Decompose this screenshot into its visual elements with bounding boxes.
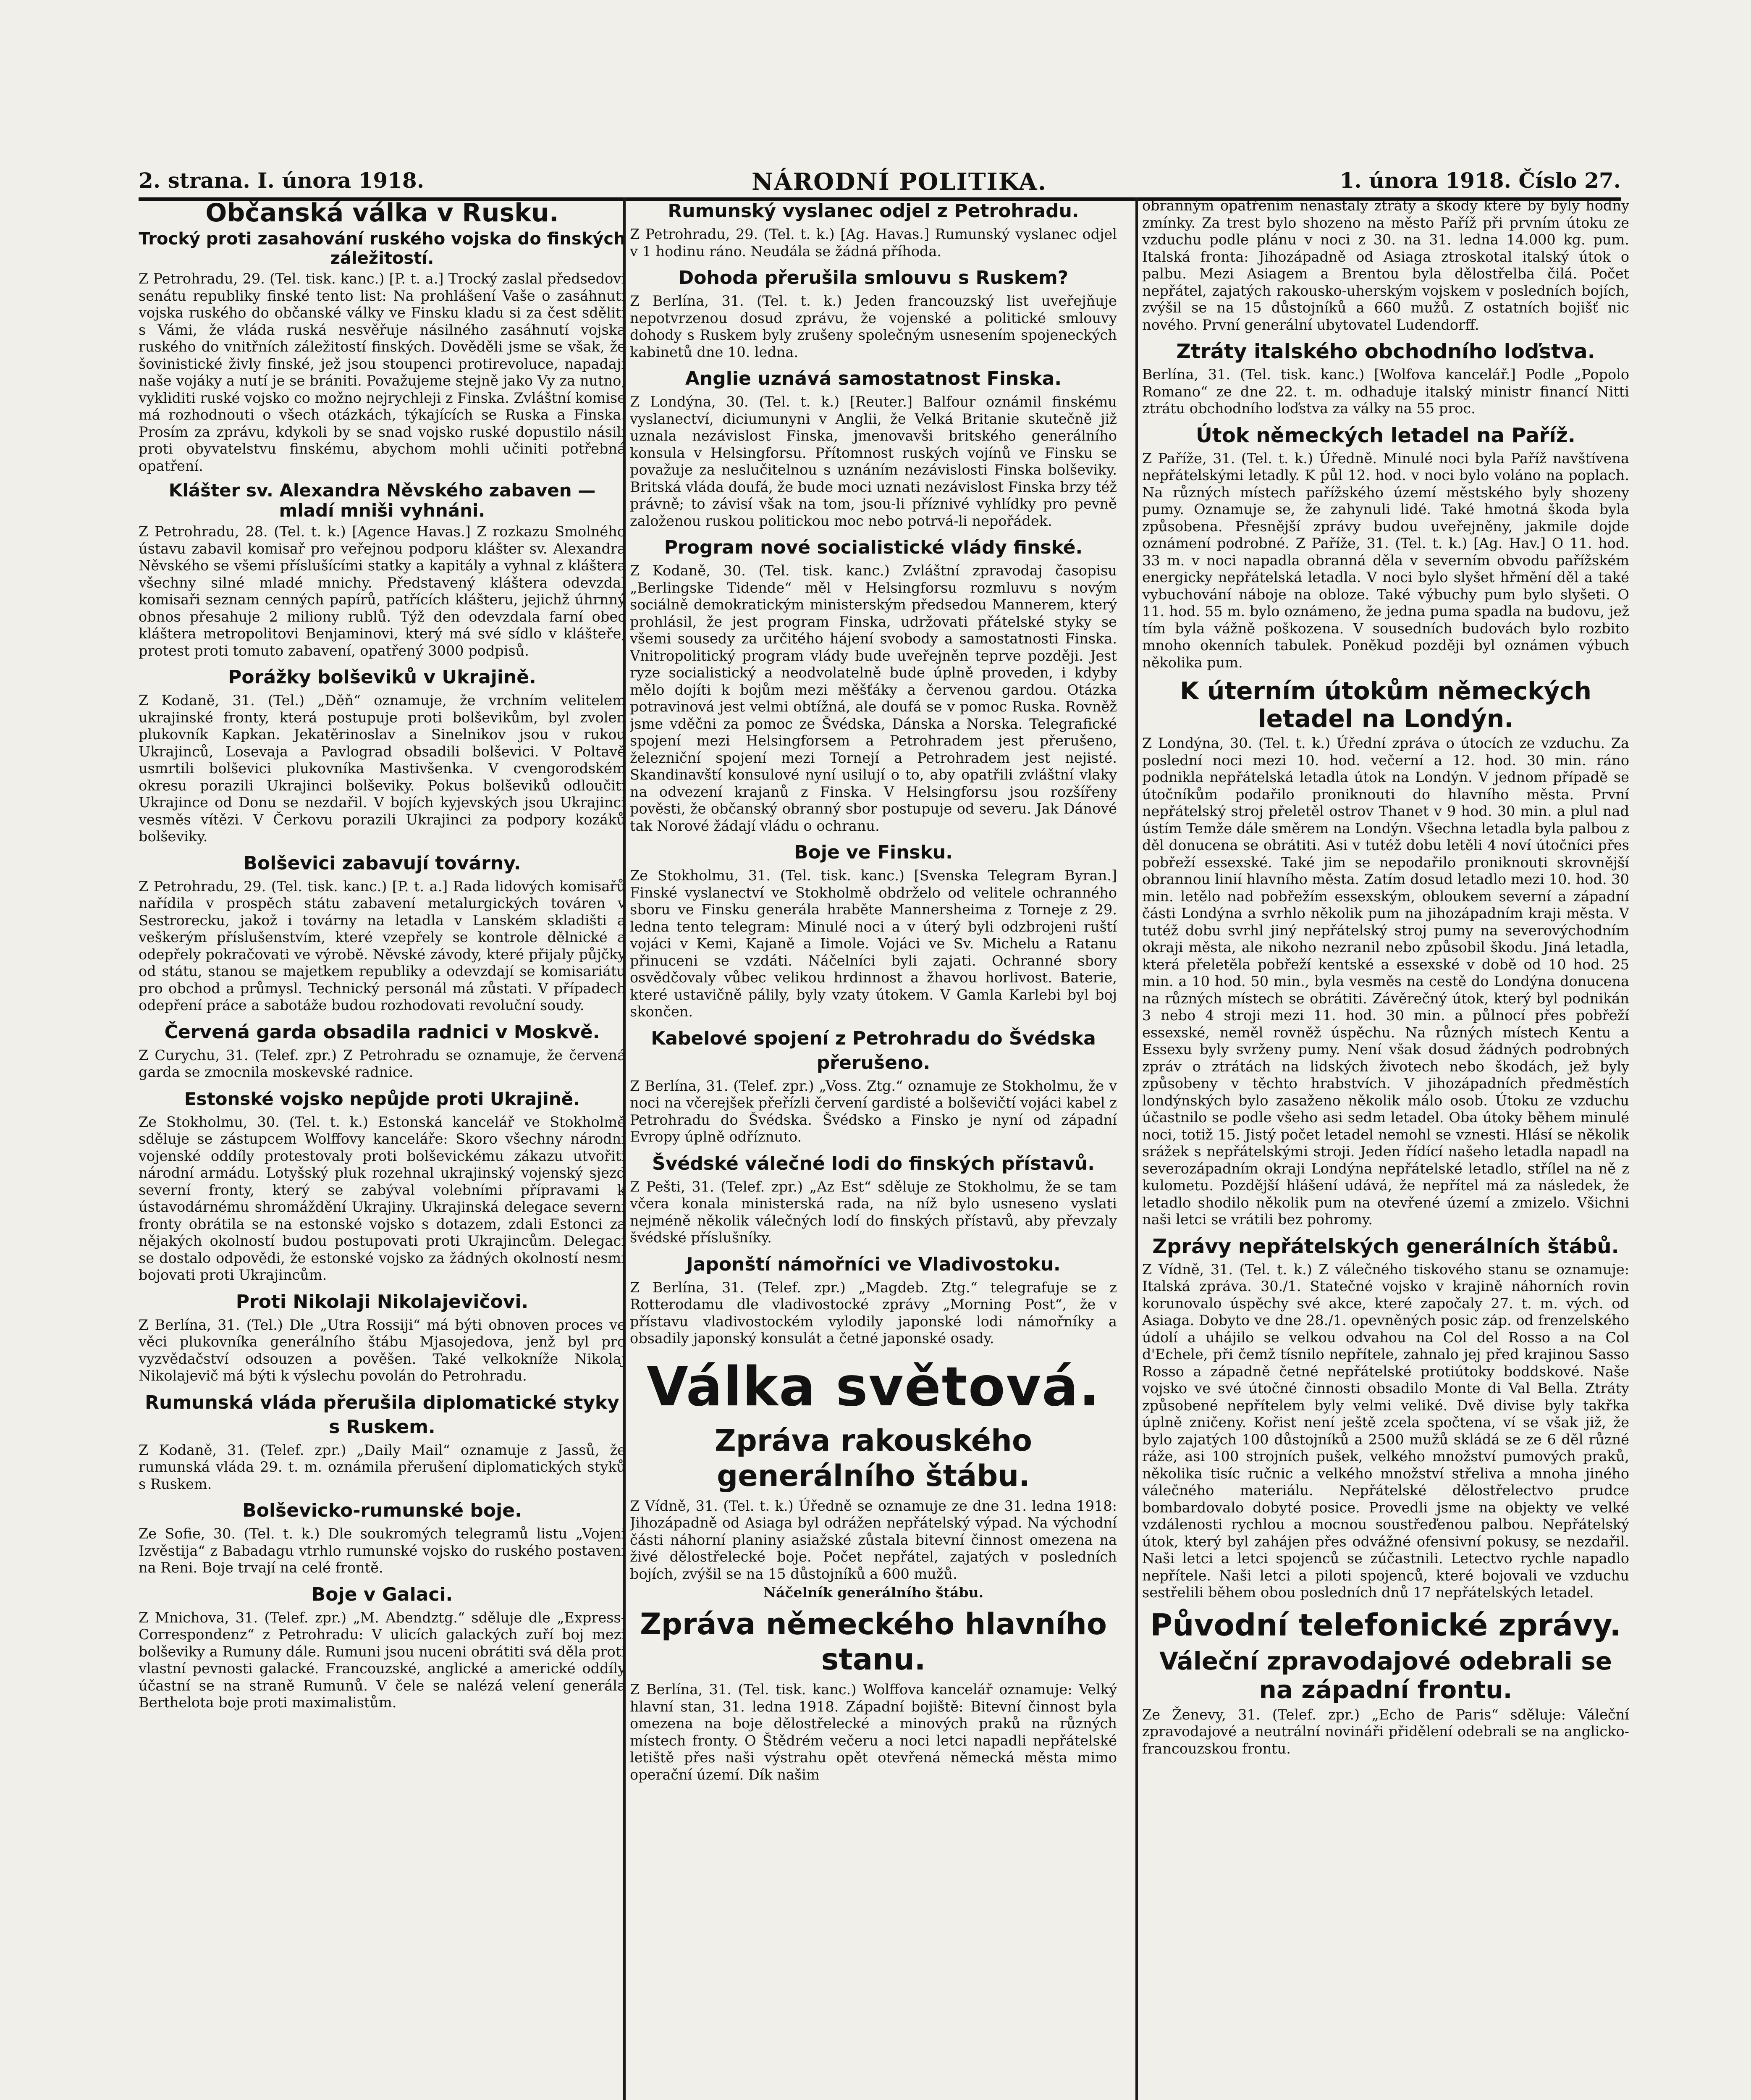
article [1142,423,1629,672]
section-title: Válka světová. [646,1355,1101,1418]
column-2 [630,197,1117,2100]
article-body: Z Curychu, 31. (Telef. zpr.) Z Petrohradu se oznamuje, že červená garda se zmocnila moskevské radnice. [139,1047,626,1080]
section-title: Původní telefonické zprávy. [1150,1607,1621,1643]
article-body: obranným opatřením nenastaly ztráty a škody které by byly hodny zmínky. Za trest bylo shozeno na město Paříž při prvním útoku ze vzduchu podle plánu v noci z 30. na 31. ledna 14.000 kg. pum. Italská fronta: Jihozápadně od Asiaga ztroskotal italský útok o palbu. Mezi Asiagem a Brentou byla dělostřelba čilá. Počet nepřátel, zajatých rakousko-uherským vojskem v posledních bojích, zvýšil se na 15 důstojníků a 660 mužů. Z ostatních bojišť nic nového. První generální ubytovatel Ludendorff. [1142,197,1629,333]
article-headline: Útok německých letadel na Paříž. [1195,423,1576,447]
masthead-date-right: 1. února 1918. Číslo 27. [1339,168,1621,193]
article [139,851,626,1014]
article-body: Z Berlína, 31. (Tel.) Dle „Utra Rossiji“ má býti obnoven proces ve věci plukovníka generálního štábu Mjasojedova, jenž byl pro vyzvědačství odsouzen a pověšen. Také velkokníže Nikolaj Nikolajevič má býti k výslechu povolán do Petrohradu. [139,1316,626,1384]
article-headline: Váleční zpravodajové odebrali se na západní frontu. [1159,1646,1612,1704]
article-headline: Estonské vojsko nepůjde proti Ukrajině. [184,1088,580,1109]
article-headline: Červená garda obsadila radnici v Moskvě. [164,1021,600,1043]
article-headline: Rumunská vláda přerušila diplomatické styky s Ruskem. [145,1391,619,1438]
article [1142,1607,1629,1758]
article [139,665,626,845]
article-subhead: Trocký proti zasahování ruského vojska do finských záležitostí. [139,229,626,268]
article [630,1356,1117,1601]
article [139,199,626,475]
article-headline: Dohoda přerušila smlouvu s Ruskem? [678,267,1069,289]
article [139,1020,626,1081]
article [630,1252,1117,1347]
masthead-date-left: 2. strana. I. února 1918. [139,168,425,193]
article-body: Z Petrohradu, 29. (Tel. tisk. kanc.) [P. t. a.] Trocký zaslal předsedovi senátu republiky finské tento list: Na prohlášení Vaše o zasáhnutí vojska ruského do občanské války ve Finsku kladu si za čest sděliti s Vámi, že vláda ruská nesvěřuje násilného zasáhnutí vojska ruského do vnitřních záležitostí finských. Dověděli jsme se však, že šovinistické živly finské, jež jsou stoupenci protirevoluce, napadají naše vojáky a nutí je se brániti. Považujeme stejně jako Vy za nutno, vykliditi ruské vojsko co možno nejrychleji z Finska. Zvláštní komise má rozhodnouti o všech otázkách, týkajících se Ruska a Finska. Prosím za zprávu, kdykoli by se snad vojsko ruské dopustilo násilí proti obyvatelstvu finskému, abychom mohli učiniti potřebná opatření. [139,270,626,474]
article-headline: Porážky bolševiků v Ukrajině. [228,667,536,688]
article-body: Z Berlína, 31. (Telef. zpr.) „Voss. Ztg.“ oznamuje ze Stokholmu, že v noci na včerejšek přeřízli červení gardisté a bolševičtí vojáci kabel z Petrohradu do Švédska. Švédsko a Finsko je nyní od západní Evropy úplně odříznuto. [630,1077,1117,1145]
article-body: Ze Stokholmu, 30. (Tel. t. k.) Estonská kancelář ve Stokholmě sděluje se zástupcem Wolffovy kanceláře: Skoro všechny národní vojenské oddíly protestovaly proti bolševickému zákazu utvořiti národní armádu. Lotyšský pluk rozehnal ukrajinský vojenský sjezd severní fronty, který se zabýval volebními přípravami k ústavodárnému shromáždění Ukrajiny. Ukrajinská delegace severní fronty obrátila se na estonské vojsko s dotazem, zdali Estonci za nějakých okolností budou postupovati proti Ukrajincům. Delegaci se dostalo odpovědi, že estonské vojsko za žádných okolností nesmí bojovati proti Ukrajincům. [139,1113,626,1283]
masthead [139,168,1621,201]
article-headline: Zpráva rakouského generálního štábu. [715,1423,1032,1493]
article [1142,677,1629,1228]
article [139,1391,626,1493]
article-headline: Bolševicko-rumunské boje. [242,1500,522,1521]
article [139,1290,626,1385]
article-headline: Japonští námořníci ve Vladivostoku. [686,1253,1061,1275]
article [139,1583,626,1712]
article-headline: Občanská válka v Rusku. [205,198,559,228]
article-headline: Bolševici zabavují továrny. [243,852,521,874]
article-headline: Boje ve Finsku. [794,842,953,863]
article-headline: Kabelové spojení z Petrohradu do Švédska přerušeno. [651,1027,1096,1074]
article [630,1026,1117,1146]
article-body: Z Pešti, 31. (Telef. zpr.) „Az Est“ sděluje ze Stokholmu, že se tam včera konala ministerská rada, na níž bylo usneseno vyslati nejméně několik válečných lodí do finských přístavů, aby převzaly švédské příslušníky. [630,1178,1117,1246]
article-body: Z Vídně, 31. (Tel. t. k.) Z válečného tiskového stanu se oznamuje: Italská zpráva. 30./1. Statečné vojsko v krajině náhorních rovin korunovalo úspěchy své akce, které započaly 27. t. m. vých. od Asiaga. Dobyto ve dne 28./1. opevněných posic záp. od frenzelského údolí a uhájilo se velkou odvahou na Col del Rosso a na Col d'Echele, při čemž tísnilo nepřítele, zahnalo jej před krajinou Sasso Rosso a západně četné nepřátelské protiútoky boddskové. Naše vojsko ve své útočné činnosti obsadilo Monte di Val Bella. Ztráty způsobené nepřítelem byly velmi veliké. Dvě divise byly takřka úplně zničeny. Kořist není ještě zcela spočtena, ví se však již, že bylo zajatých 100 důstojníků a 2500 mužů skládá se ze 6 děl různé ráže, asi 100 strojních pušek, velkého množství pumových praků, několika tisíc ručnic a velkého množství střeliva a mnoha jiného válečného materiálu. Nepřátelské dělostřelectvo prudce bombardovalo dobyté posice. Provedli jsme na objekty ve velké vzdálenosti rychlou a mocnou soustřeďenou palbou. Nepřátelský útok, který byl zahájen přes odvážné ofensivní pokusy, se nezdařil. Naši letci a letci spojenců se zúčastnili. Letectvo rychle napadlo nepřítele. Naši letci a piloti spojenců, které bojovali ve vzduchu sestřelili během obou posledních dnů 17 nepřátelských letadel. [1142,1261,1629,1601]
article-body: Z Kodaně, 30. (Tel. tisk. kanc.) Zvláštní zpravodaj časopisu „Berlingske Tidende“ měl v Helsingforsu rozmluvu s novým sociálně demokratickým ministerským předsedou Mannerem, který prohlásil, že jest program Finska, udržovati přátelské styky se všemi sousedy za určitého hájení svobody a samostatnosti Finska. Vnitropolitický program vlády bude uveřejněn teprve později. Jest ryze socialistický a neodvolatelně bude úplně proveden, i kdyby mělo dojíti k bojům mezi měšťáky a červenou gardou. Otázka potravinová jest velmi obtížná, ale doufá se v pomoc Ruska. Rovněž jsme vděčni za pomoc ze Švédska, Dánska a Norska. Telegrafické spojení mezi Helsingforsem a Petrohradem jest přerušeno, železniční spojení mezi Tornejí a Petrohradem jest nejisté. Skandinavští konsulové nyní usilují o to, aby opatřili zvláštní vlaky na odvezení krajanů z Finska. V Helsingforsu jsou rozšířeny pověsti, že občanský obranný sbor postupuje od severu. Jak Dánové tak Norové žádají vládu o ochranu. [630,562,1117,834]
column-divider [1135,197,1138,2100]
article [630,1152,1117,1247]
article-body: Z Petrohradu, 28. (Tel. t. k.) [Agence Havas.] Z rozkazu Smolného ústavu zabavil komisař pro veřejnou podporu klášter sv. Alexandra Něvského se všemi příslušícími statky a kapitály a vyhnal z kláštera všechny silné mladé mnichy. Představený kláštera odevzdal komisaři seznam cenných papírů, patřících klášteru, jejichž úhrnný obnos přesahuje 2 miliony rublů. Týž den odevzdala farní obec kláštera metropolitovi Benjaminovi, který má své sídlo v klášteře, protest proti tomuto zabavení, opatřený 3000 podpisů. [139,523,626,659]
article [630,840,1117,1021]
article-body: Z Petrohradu, 29. (Tel. tisk. kanc.) [P. t. a.] Rada lidových komisařů nařídila v prospěch státu zabavení metalurgických továren v Sestrorecku, jakož i továrny na letadla v Lanském skladišti a veškerým příslušenstvím, které vzepřely se kontrole dělnické a odepřely pokračovati ve výrobě. Něvské závody, které přijaly půjčky od státu, stanou se majetkem republiky a odevzdají se komisariátu pro obchod a průmysl. Technický personál má zůstati. V případech odepření práce a sabotáže budou rozhodovati revoluční soudy. [139,878,626,1013]
article-headline: Klášter sv. Alexandra Něvského zabaven — mladí mniši vyhnáni. [168,480,596,521]
article [1142,1234,1629,1601]
article-body: Berlína, 31. (Tel. tisk. kanc.) [Wolfova kancelář.] Podle „Popolo Romano“ ze dne 22. t. m. odhaduje italský ministr financí Nitti ztrátu obchodního loďstva za války na 55 proc. [1142,366,1629,417]
article-body: Z Mnichova, 31. (Telef. zpr.) „M. Abendztg.“ sděluje dle „Express-Correspondenz“ z Petrohradu: V ulicích galackých zuří boj mezi bolševiky a Rumuny dále. Rumuni jsou nuceni obrátiti svá děla proti vlastní pevnosti galacké. Francouzské, anglické a americké oddíly účastní se na straně Rumunů. V čele se nalézá velení generála Berthelota boje proti maximalistům. [139,1609,626,1711]
article-headline: Zpráva německého hlavního stanu. [640,1607,1107,1677]
article-body: Z Paříže, 31. (Tel. t. k.) Úředně. Minulé noci byla Paříž navštívena nepřátelskými letadly. K půl 12. hod. v noci bylo voláno na poplach. Na různých místech pařížského území městského byly shozeny pumy. Oznamuje se, že zahynuli lidé. Také hmotná škoda byla způsobena. Přesnější zprávy budou uveřejněny, jakmile dojde oznámení podrobné. Z Paříže, 31. (Tel. t. k.) [Ag. Hav.] O 11. hod. 33 m. v noci napadla obranná děla v severním obvodu pařížském energicky nepřátelská letadla. V noci bylo slyšet hřmění děl a také vybuchování náboje na obloze. Také výbuchy pum bylo slyšeti. O 11. hod. 55 m. bylo oznámeno, že jedna puma spadla na budovu, jež tím byla vážně poškozena. V sousedních budovách bylo rozbito mnoho okenních tabulek. Poněkud později byl oznámen výbuch několika pum. [1142,450,1629,671]
article-body: Ze Ženevy, 31. (Telef. zpr.) „Echo de Paris“ sděluje: Váleční zpravodajové a neutrální novináři přidělení odebrali se na anglicko-francouzskou frontu. [1142,1706,1629,1757]
article-body: Z Berlína, 31. (Tel. tisk. kanc.) Wolffova kancelář oznamuje: Velký hlavní stan, 31. ledna 1918. Západní bojiště: Bitevní činnost byla omezena na boje dělostřelecké a minových praků na různých místech fronty. O Štědrém večeru a noci letci napadli nepřátelské letiště přes naši výstrahu opět otevřená německá města mimo operační území. Dík našim [630,1681,1117,1783]
article-headline: Program nové socialistické vlády finské. [664,537,1083,558]
article [1142,197,1629,333]
article-body: Z Londýna, 30. (Tel. t. k.) [Reuter.] Balfour oznámil finskému vyslanectví, diciumunyni v Anglii, že Velká Britanie skutečně již uznala nezávislost Finska, jmenovavši britského generálního konsula v Helsingforsu. Přítomnost ruských vojínů ve Finsku se považuje za neslučitelnou s uznáním nezávislosti Finska bolševiky. Britská vláda doufá, že bude moci uznati nezávislost Finska brzy též právně; to závisí však na tom, jsou-li příznivé vyhlídky pro pevně založenou ruskou politickou moc nebo potrvá-li nepořádek. [630,394,1117,529]
column-1 [139,197,626,2100]
masthead-title: NÁRODNÍ POLITIKA. [752,168,1047,196]
article-headline: Švédské válečné lodi do finských přístavů. [652,1152,1095,1174]
article-body: Z Londýna, 30. (Tel. t. k.) Úřední zpráva o útocích ze vzduchu. Za poslední noci mezi 10. hod. večerní a 12. hod. 30 min. ráno podnikla nepřátelská letadla útok na Londýn. V jednom případě se útočníkům podařilo proniknouti do hlavního města. První nepřátelský stroj přeletěl ostrov Thanet v 9 hod. 30 min. a plul nad ústím Temže dále směrem na Londýn. Všechna letadla byla palbou z děl donucena se obrátiti. Asi v tutéž dobu letěli 4 noví útočníci přes pobřeží essexské. Také jim se nepodařilo proniknouti skrovnější obrannou linií hlavního města. Zatím dosud letadlo mezi 10. hod. 30 min. letělo nad pobřežím essexským, obloukem severní a západní části Londýna a svrhlo několik pum na jihozápadním kraji města. V tutéž dobu svrhl jiný nepřátelský stroj pumy na severovýchodním okraji města, ale nikoho nezranil nebo způsobil škodu. Jiná letadla, která přeletěla pobřeží kentské a essexské v době od 10 hod. 25 min. a 10 hod. 50 min., byla vesměs na cestě do Londýna donucena na různých místech se obrátiti. Závěrečný útok, který byl podnikán 3 nebo 4 stroji mezi 11. hod. 30 min. a půlnocí přes pobřeží essexské, neměl rovněž úspěchu. Na různých místech Kentu a Essexu byly svrženy pumy. Není však dosud žádných podrobných zpráv o ztrátách na lidských životech nebo škodách, jež byly způsobeny v těchto hrabstvích. V jihozápadních předměstích londýnských bylo zasaženo několik málo osob. Útoku ze vzduchu účastnilo se podle všeho asi sedm letadel. Oba útoky během minulé noci, totiž 15. Jistý počet letadel nemohl se vznesti. Hlásí se několik srážek s nepřátelskými stroji. Jeden řídící našeho letadla napadl na severozápadním okraji Londýna nepřátelské letadlo, střílel na ně z kulometu. Pozdější hlášení udává, že nepřítel má za následek, že letadlo shodilo několik pum na otevřené území a zmizelo. Všichni naši letci se vrátili bez pohromy. [1142,735,1629,1228]
article-headline: Zprávy nepřátelských generálních štábů. [1152,1234,1619,1258]
article-headline: Boje v Galaci. [311,1583,453,1605]
article-body: Ze Stokholmu, 31. (Tel. tisk. kanc.) [Svenska Telegram Byran.] Finské vyslanectví ve Stokholmě obdrželo od velitele ochranného sboru ve Finsku generála hraběte Mannersheima z Torneje z 29. ledna tento telegram: Minulé noci a v úterý byli odzbrojeni ruští vojáci v Kemi, Kajaně a Iimole. Vojáci ve Sv. Michelu a Ratanu přinuceni se vzdáti. Náčelníci byli zajati. Ochranné sbory osvědčovaly vůbec velikou hrdinnost a žhavou horlivost. Baterie, které ustavičně pálily, byly vzaty útokem. V Gamla Karlebi byl boj skončen. [630,867,1117,1020]
article-headline: Anglie uznává samostatnost Finska. [685,368,1062,389]
article-body: Z Kodaně, 31. (Tel.) „Děň“ oznamuje, že vrchním velitelem ukrajinské fronty, která postupuje proti bolševikům, byl zvolen plukovník Kapkan. Jekatěrinoslav a Sinelnikov jsou v rukou Ukrajinců, Losevaja a Pavlograd obsadili bolševici. V Poltavě usmrtili bolševici plukovníka Mastivšenka. V cvengorodském okresu porazili Ukrajinci bolševiky. Pokus bolševiků odloučiti Ukrajince od Donu se nezdařil. V bojích kyjevských jsou Ukrajinci vesměs vítězi. V Čerkovu porazili Ukrajinci za podpory kozáků bolševiky. [139,692,626,845]
article [630,536,1117,835]
article-body: Z Berlína, 31. (Telef. zpr.) „Magdeb. Ztg.“ telegrafuje se z Rotterodamu dle vladivostocké zprávy „Morning Post“, že v přístavu vladivostockém vylodily japonské lodi námořníky a obsadily japonský konsulát a četné japonské osady. [630,1279,1117,1347]
article-headline: Rumunský vyslanec odjel z Petrohradu. [668,200,1079,222]
article [139,480,626,659]
article [630,367,1117,530]
article-headline: Proti Nikolaji Nikolajevičovi. [236,1291,529,1312]
article [630,1606,1117,1783]
article-body: Z Petrohradu, 29. (Tel. t. k.) [Ag. Havas.] Rumunský vyslanec odjel v 1 hodinu ráno. Neudála se žádná příhoda. [630,226,1117,260]
article [139,1087,626,1284]
article-body: Z Berlína, 31. (Tel. t. k.) Jeden francouzský list uveřejňuje nepotvrzenou dosud zprávu, že vojenské a politické smlouvy dohody s Ruskem byly zrušeny společným usnesením spojeneckých kabinetů dne 10. ledna. [630,293,1117,360]
article [139,1499,626,1577]
article [1142,339,1629,417]
article-headline: Ztráty italského obchodního loďstva. [1176,340,1595,363]
article [630,266,1117,361]
article-body: Ze Sofie, 30. (Tel. t. k.) Dle soukromých telegramů listu „Vojeni Izvěstija“ z Babadagu vtrhlo rumunské vojsko do ruského postavení na Reni. Boje trvají na celé frontě. [139,1525,626,1576]
article [630,199,1117,260]
article-body: Z Vídně, 31. (Tel. t. k.) Úředně se oznamuje ze dne 31. ledna 1918: Jihozápadně od Asiaga byl odrážen nepřátelský výpad. Na východní části náhorní planiny asiažské zůstala bitevní činnost omezena na živé dělostřelecké boje. Počet nepřátel, zajatých v posledních bojích, zvýšil se na 15 důstojníků a 600 mužů. [630,1497,1117,1582]
article-body: Z Kodaně, 31. (Telef. zpr.) „Daily Mail“ oznamuje z Jassů, že rumunská vláda 29. t. m. oznámila přerušení diplomatických styků s Ruskem. [139,1441,626,1492]
column-3 [1142,197,1629,2100]
article-headline: K úterním útokům německých letadel na Londýn. [1180,677,1592,733]
article-signature: Náčelník generálního štábu. [763,1584,984,1601]
